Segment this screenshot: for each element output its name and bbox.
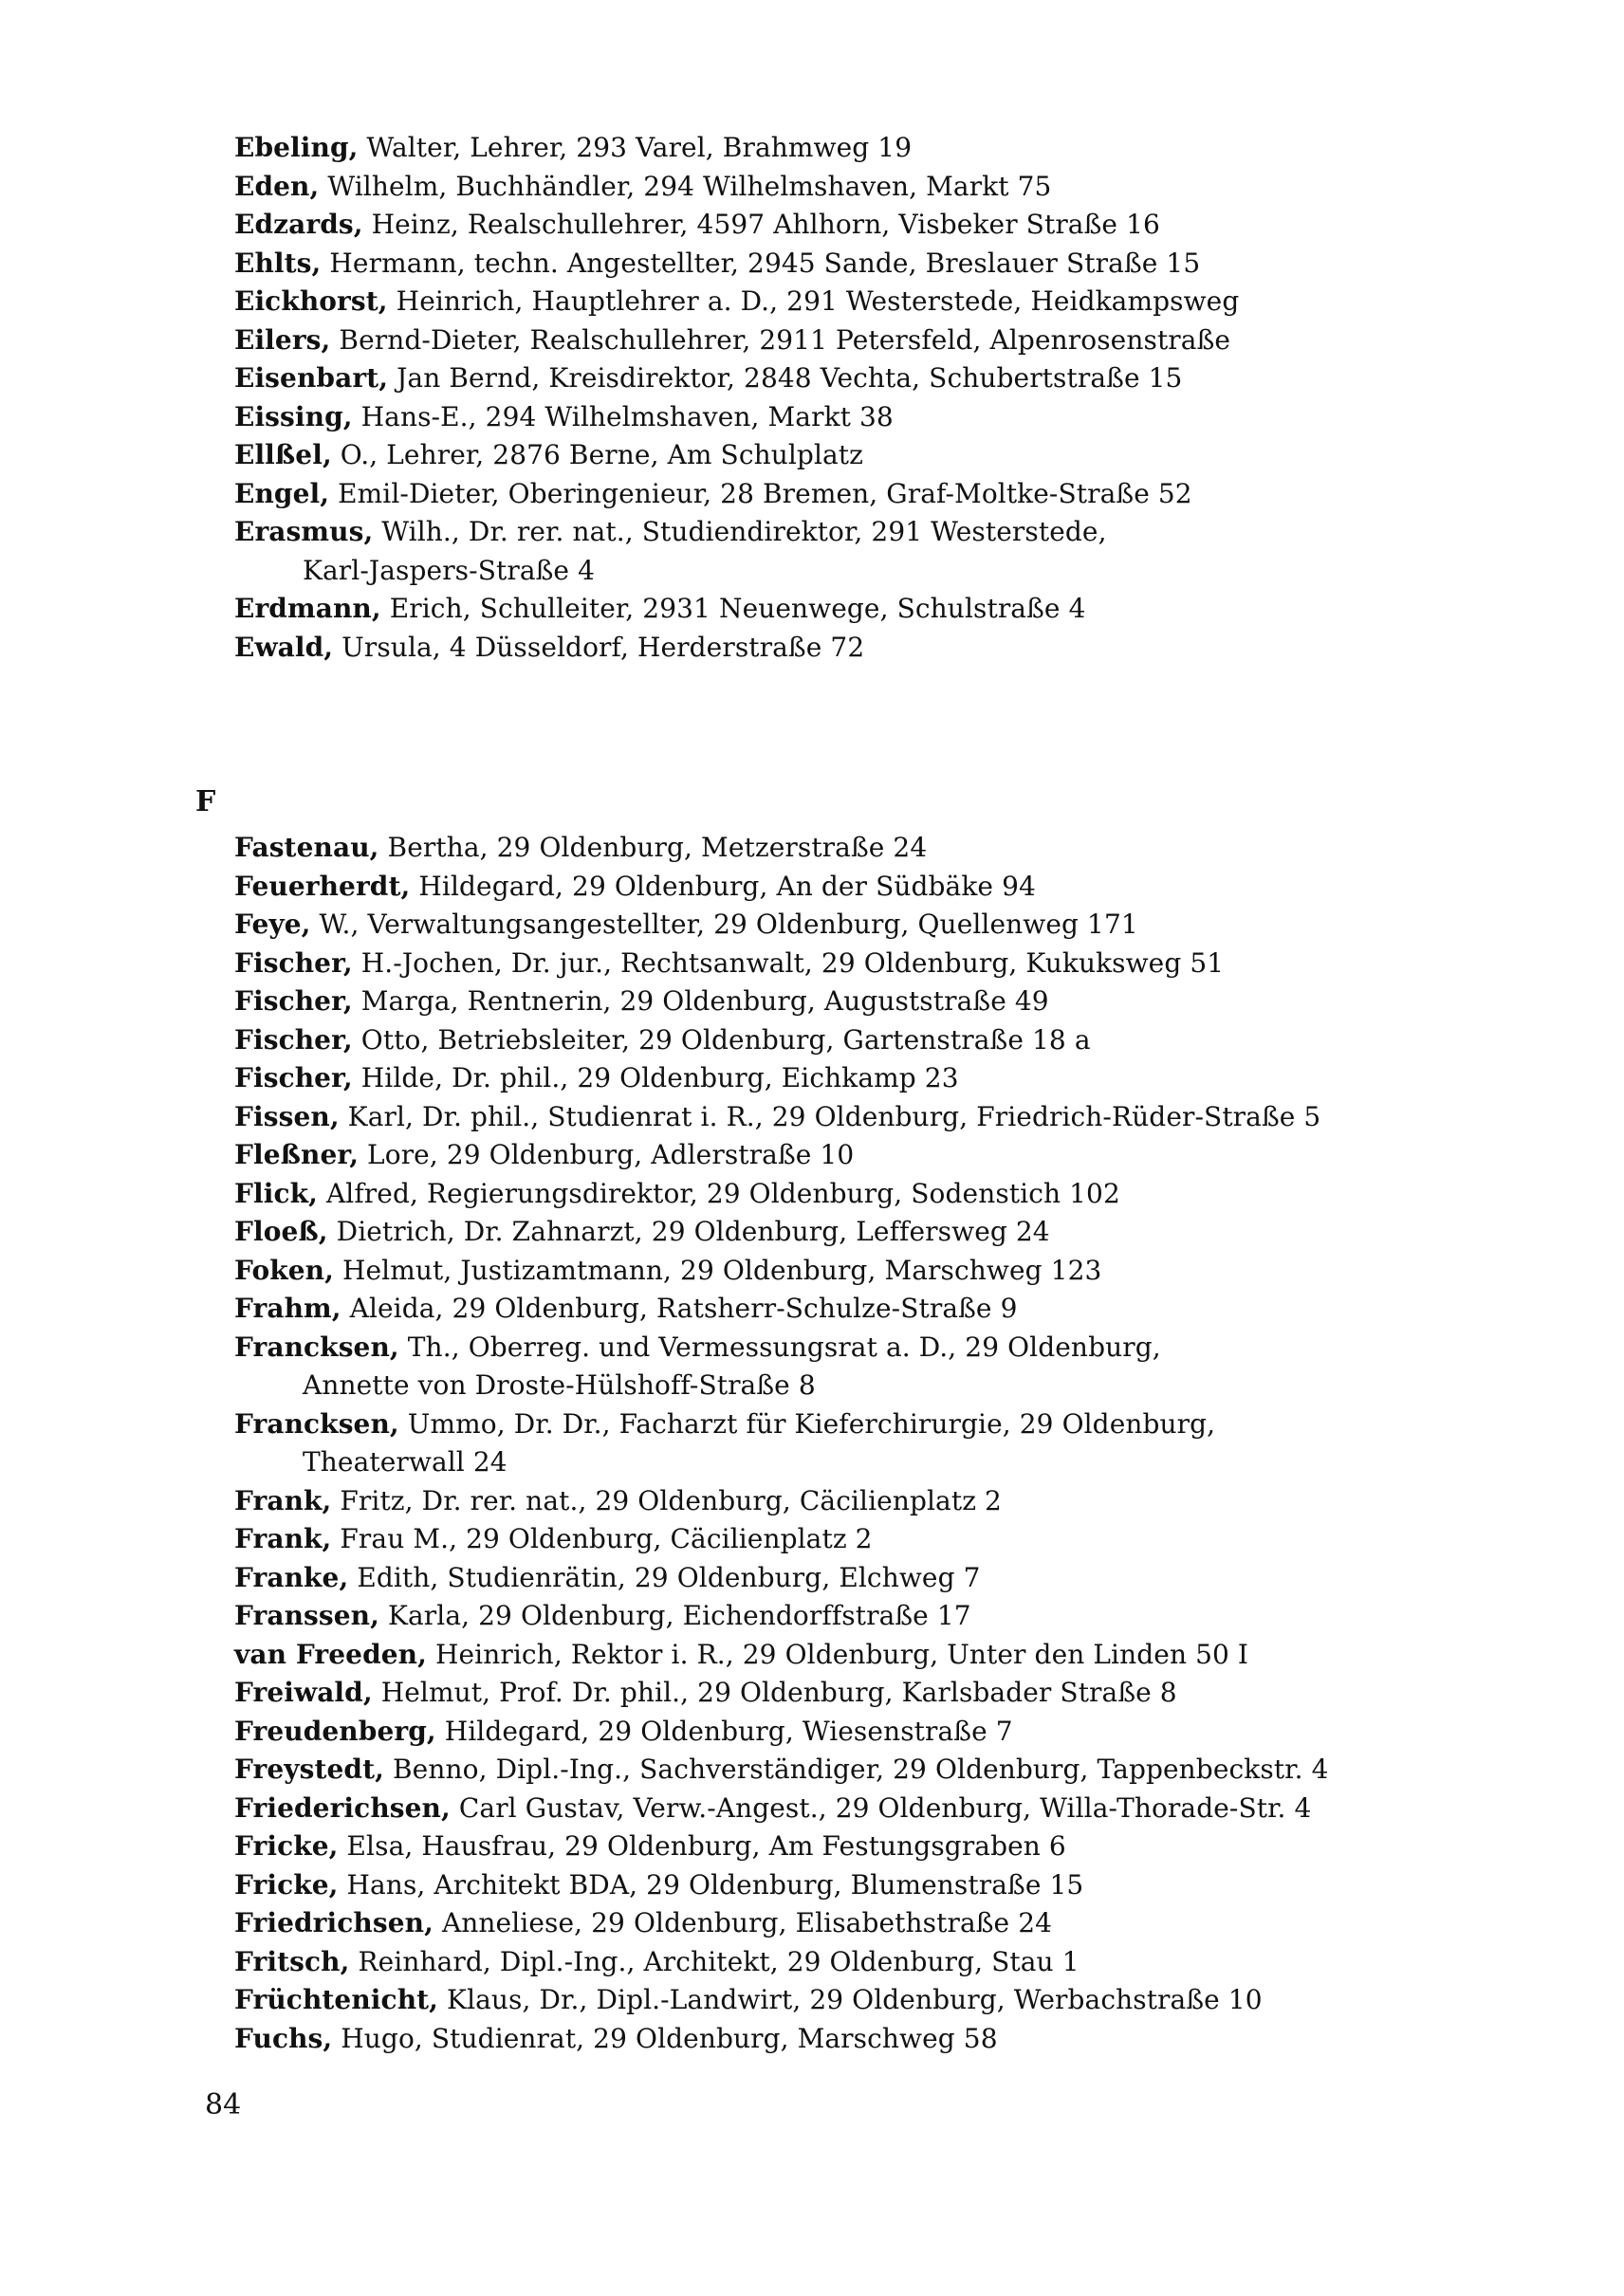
directory-entry [234,1828,1467,1866]
entry-details: Wilh., Dr. rer. nat., Studiendirektor, 291 Westerstede, [373,516,1107,547]
directory-entry [234,1904,1467,1943]
entry-details: Otto, Betriebsleiter, 29 Oldenburg, Gartenstraße 18 a [352,1023,1091,1056]
entry-surname: Franke, [234,1561,349,1593]
directory-entry [234,436,1467,475]
entry-surname: Eickhorst, [234,285,388,317]
entry-details: Hildegard, 29 Oldenburg, Wiesenstraße 7 [435,1715,1013,1747]
entry-details: Hugo, Studienrat, 29 Oldenburg, Marschweg 58 [332,2022,998,2054]
directory-entry [234,1098,1467,1137]
directory-entry [234,1943,1467,1982]
directory-entry [234,206,1467,245]
entry-surname: Ebeling, [234,132,359,163]
directory-entry [234,1866,1467,1905]
entry-details: Marga, Rentnerin, 29 Oldenburg, Auguststraße 49 [352,985,1049,1017]
entry-details: Heinrich, Rektor i. R., 29 Oldenburg, Unter den Linden 50 I [426,1638,1249,1670]
entry-surname: van Freeden, [234,1638,427,1670]
directory-entry [234,1136,1467,1175]
directory-entry [234,1213,1467,1252]
entry-details: Helmut, Prof. Dr. phil., 29 Oldenburg, Karlsbader Straße 8 [372,1677,1177,1708]
entry-surname: Francksen, [234,1331,399,1363]
entry-details: Jan Bernd, Kreisdirektor, 2848 Vechta, Schubertstraße 15 [388,362,1183,394]
directory-entry [234,513,1467,590]
entry-surname: Eden, [234,170,320,202]
page-number: 84 [205,2088,242,2122]
entry-surname: Fischer, [234,1023,353,1056]
entry-details: Carl Gustav, Verw.-Angest., 29 Oldenburg, Willa-Thorade-Str. 4 [450,1791,1312,1824]
directory-entry [234,1175,1467,1214]
entry-details: Fritz, Dr. rer. nat., 29 Oldenburg, Cäcilienplatz 2 [331,1484,1002,1516]
entry-surname: Eisenbart, [234,362,389,394]
entry-surname: Frahm, [234,1293,341,1324]
entry-surname: Floeß, [234,1216,328,1247]
entry-details: Walter, Lehrer, 293 Varel, Brahmweg 19 [358,132,913,163]
entry-surname: Fischer, [234,946,353,979]
entry-details: Bernd-Dieter, Realschullehrer, 2911 Petersfeld, Alpenrosenstraße [330,323,1231,356]
entry-surname: Eissing, [234,400,353,432]
entry-details: Dietrich, Dr. Zahnarzt, 29 Oldenburg, Leffersweg 24 [327,1216,1050,1247]
entry-details: Aleida, 29 Oldenburg, Ratsherr-Schulze-Straße 9 [341,1293,1018,1324]
entry-details: Frau M., 29 Oldenburg, Cäcilienplatz 2 [331,1523,873,1554]
directory-entry [234,129,1467,168]
entry-details: Lore, 29 Oldenburg, Adlerstraße 10 [359,1139,855,1170]
directory-entry [234,1597,1467,1636]
entry-surname: Eilers, [234,323,331,356]
entry-surname: Foken, [234,1254,334,1286]
directory-entry [234,983,1467,1021]
directory-entry [234,1021,1467,1060]
entry-details: Heinrich, Hauptlehrer a. D., 291 Westerstede, Heidkampsweg [387,285,1240,317]
entry-surname: Freystedt, [234,1754,384,1785]
entry-details: Heinz, Realschullehrer, 4597 Ahlhorn, Visbeker Straße 16 [362,209,1160,240]
directory-entry [234,359,1467,398]
directory-entry [234,1520,1467,1559]
entry-surname: Fischer, [234,985,353,1017]
entry-surname: Fissen, [234,1100,340,1132]
entry-details: O., Lehrer, 2876 Berne, Am Schulplatz [331,439,864,470]
directory-entry [234,1559,1467,1598]
directory-entry [234,1482,1467,1521]
entries-e-section [234,129,1467,667]
directory-entry [234,2020,1467,2059]
directory-entry [234,475,1467,514]
entry-details: Helmut, Justizamtmann, 29 Oldenburg, Marschweg 123 [333,1254,1102,1286]
entry-surname: Freiwald, [234,1677,373,1708]
entry-surname: Fischer, [234,1062,353,1093]
entry-surname: Friederichsen, [234,1791,451,1824]
entry-surname: Erasmus, [234,516,374,547]
entry-details: Ursula, 4 Düsseldorf, Herderstraße 72 [333,631,865,663]
directory-entry [234,1790,1467,1828]
entry-details: Hermann, techn. Angestellter, 2945 Sande, Breslauer Straße 15 [321,247,1201,279]
entry-details: Emil-Dieter, Oberingenieur, 28 Bremen, Graf-Moltke-Straße 52 [329,477,1192,509]
entry-surname: Freudenberg, [234,1715,436,1747]
directory-entry [234,1981,1467,2020]
entry-surname: Ellßel, [234,439,332,470]
entry-details: Klaus, Dr., Dipl.-Landwirt, 29 Oldenburg, Werbachstraße 10 [438,1984,1263,2015]
directory-entry [234,1290,1467,1329]
entry-continuation: Karl-Jaspers-Straße 4 [303,554,596,586]
entry-details: Karl, Dr. phil., Studienrat i. R., 29 Oldenburg, Friedrich-Rüder-Straße 5 [339,1100,1321,1132]
section-letter-f: F [195,785,216,818]
entry-surname: Frank, [234,1484,332,1516]
directory-entry [234,1751,1467,1790]
entry-details: Hans, Architekt BDA, 29 Oldenburg, Blumenstraße 15 [338,1868,1084,1901]
entry-details: Hildegard, 29 Oldenburg, An der Südbäke 94 [410,870,1036,902]
directory-entry [234,1674,1467,1713]
entry-details: Anneliese, 29 Oldenburg, Elisabethstraße 24 [433,1907,1053,1938]
entry-details: Elsa, Hausfrau, 29 Oldenburg, Am Festungsgraben 6 [338,1830,1066,1862]
entry-surname: Ewald, [234,631,334,663]
entry-surname: Edzards, [234,209,363,240]
entry-surname: Erdmann, [234,593,381,624]
entry-details: Hans-E., 294 Wilhelmshaven, Markt 38 [352,400,894,432]
directory-entry [234,1405,1467,1482]
entry-details: Reinhard, Dipl.-Ing., Architekt, 29 Oldenburg, Stau 1 [349,1945,1080,1977]
directory-entry [234,1713,1467,1752]
entry-details: Karla, 29 Oldenburg, Eichendorffstraße 17 [379,1600,971,1631]
directory-entry [234,829,1467,868]
directory-entry [234,629,1467,668]
entry-surname: Feye, [234,909,311,940]
directory-entry [234,245,1467,284]
directory-entry [234,906,1467,945]
entry-surname: Fastenau, [234,832,379,863]
directory-entry [234,868,1467,907]
directory-entry [234,945,1467,983]
entry-surname: Fuchs, [234,2022,333,2054]
entry-surname: Frank, [234,1523,332,1554]
entry-details: W., Verwaltungsangestellter, 29 Oldenburg, Quellenweg 171 [310,909,1138,940]
entry-surname: Francksen, [234,1407,399,1440]
directory-entry [234,590,1467,629]
directory-entry [234,1059,1467,1098]
entry-surname: Friedrichsen, [234,1907,434,1938]
entry-details: Wilhelm, Buchhändler, 294 Wilhelmshaven, Markt 75 [319,170,1052,202]
entry-details: Alfred, Regierungsdirektor, 29 Oldenburg, Sodenstich 102 [317,1177,1120,1209]
directory-entry [234,321,1467,360]
entry-surname: Engel, [234,477,330,509]
entry-surname: Feuerherdt, [234,870,411,902]
entries-f-section [234,829,1467,2058]
entry-surname: Flick, [234,1177,318,1209]
directory-entry [234,398,1467,437]
entry-details: Bertha, 29 Oldenburg, Metzerstraße 24 [378,832,928,863]
entry-details: Benno, Dipl.-Ing., Sachverständiger, 29 Oldenburg, Tappenbeckstr. 4 [384,1754,1329,1785]
directory-entry [234,283,1467,321]
entry-surname: Fricke, [234,1868,339,1901]
entry-details: H.-Jochen, Dr. jur., Rechtsanwalt, 29 Oldenburg, Kukuksweg 51 [352,946,1225,979]
entry-surname: Fricke, [234,1830,339,1862]
entry-surname: Fritsch, [234,1945,350,1977]
entry-continuation: Annette von Droste-Hülshoff-Straße 8 [303,1369,816,1401]
directory-entry [234,1636,1467,1675]
directory-entry [234,1252,1467,1291]
entry-details: Hilde, Dr. phil., 29 Oldenburg, Eichkamp 23 [352,1062,959,1093]
entry-details: Erich, Schulleiter, 2931 Neuenwege, Schulstraße 4 [380,593,1086,624]
entry-details: Th., Oberreg. und Vermessungsrat a. D., 29 Oldenburg, [398,1331,1161,1363]
directory-entry [234,1329,1467,1405]
entry-surname: Ehlts, [234,247,322,279]
entry-details: Edith, Studienrätin, 29 Oldenburg, Elchweg 7 [348,1561,981,1593]
entry-continuation: Theaterwall 24 [303,1446,508,1478]
entry-surname: Franssen, [234,1600,379,1631]
entry-surname: Fleßner, [234,1139,360,1170]
directory-entry [234,168,1467,207]
entry-details: Ummo, Dr. Dr., Facharzt für Kieferchirurgie, 29 Oldenburg, [398,1407,1216,1440]
entry-surname: Früchtenicht, [234,1984,439,2015]
